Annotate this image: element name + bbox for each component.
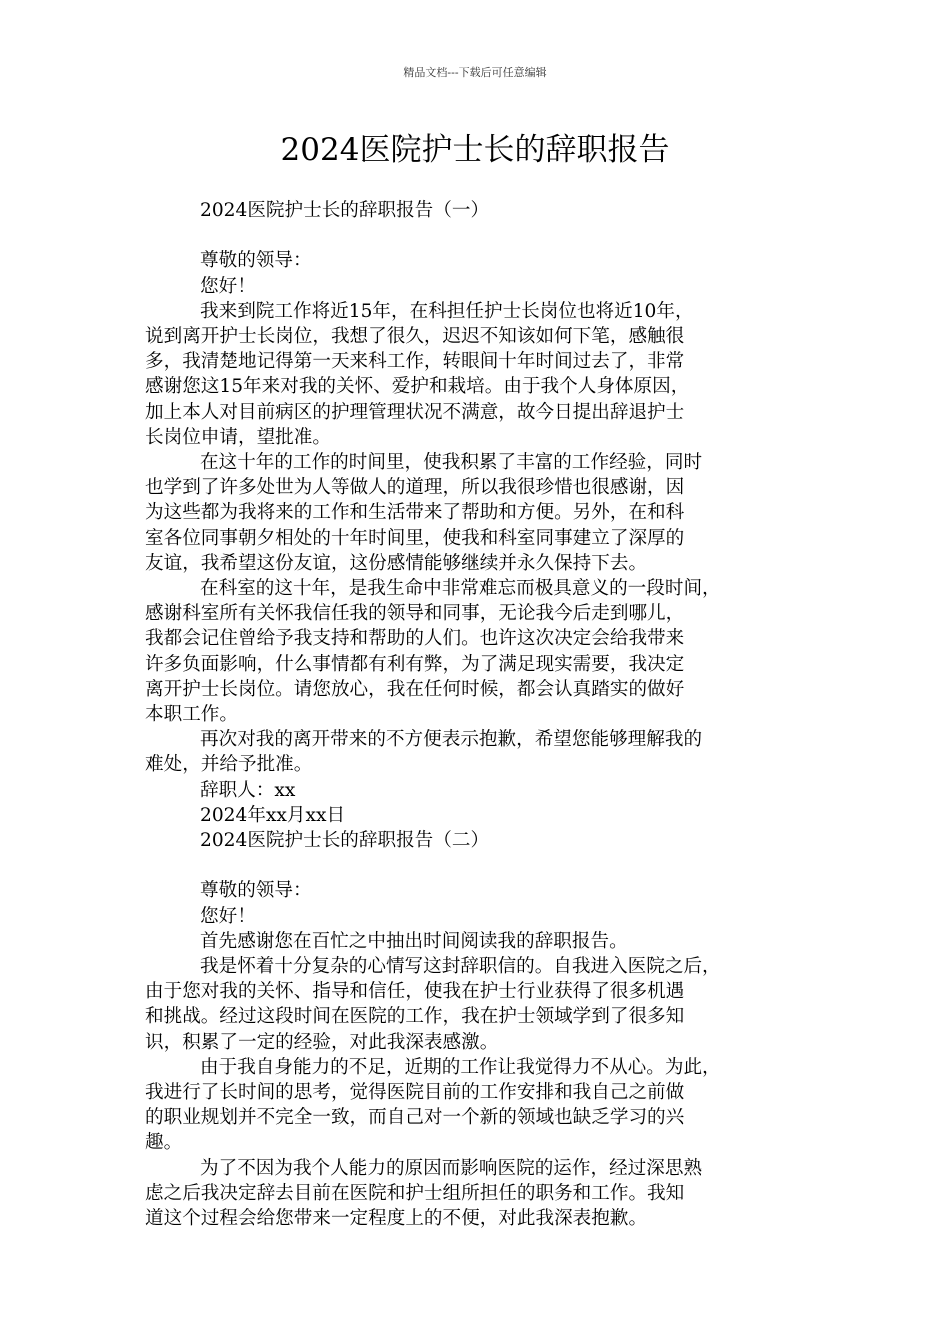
paragraph-line: 我是怀着十分复杂的心情写这封辞职信的。自我进入医院之后， xyxy=(200,956,721,978)
section1-paragraph-3 xyxy=(145,576,817,727)
paragraph-line: 感谢科室所有关怀我信任我的领导和同事，无论我今后走到哪儿， xyxy=(145,603,685,625)
paragraph-line: 为了不因为我个人能力的原因而影响医院的运作，经过深思熟 xyxy=(200,1157,703,1179)
paragraph-line: 我都会记住曾给予我支持和帮助的人们。也许这次决定会给我带来 xyxy=(145,628,685,650)
paragraph-line: 为这些都为我将来的工作和生活带来了帮助和方便。另外，在和科 xyxy=(145,502,685,524)
paragraph-line: 首先感谢您在百忙之中抽出时间阅读我的辞职报告。 xyxy=(200,930,628,952)
paragraph-line: 本职工作。 xyxy=(145,704,238,726)
paragraph-line: 长岗位申请，望批准。 xyxy=(145,426,331,448)
document-body xyxy=(145,198,817,1231)
paragraph-line: 友谊，我希望这份友谊，这份感情能够继续并永久保持下去。 xyxy=(145,552,648,574)
section1-salutation: 尊敬的领导： xyxy=(200,250,312,272)
paragraph-line: 感谢您这15年来对我的关怀、爱护和栽培。由于我个人身体原因， xyxy=(145,376,690,398)
section1-paragraph-2 xyxy=(145,450,817,576)
paragraph-line: 道这个过程会给您带来一定程度上的不便，对此我深表抱歉。 xyxy=(145,1208,648,1230)
section2-salutation: 尊敬的领导： xyxy=(200,880,312,902)
section1-date: 2024年xx月xx日 xyxy=(200,804,346,826)
document-title: 2024医院护士长的辞职报告 xyxy=(280,132,670,168)
paragraph-line: 加上本人对目前病区的护理管理状况不满意，故今日提出辞退护士 xyxy=(145,401,685,423)
paragraph-line: 多，我清楚地记得第一天来科工作，转眼间十年时间过去了，非常 xyxy=(145,351,685,373)
section2-paragraph-3 xyxy=(145,1055,817,1156)
paragraph-line: 在科室的这十年，是我生命中非常难忘而极具意义的一段时间， xyxy=(200,578,721,600)
paragraph-line: 和挑战。经过这段时间在医院的工作，我在护士领域学到了很多知 xyxy=(145,1006,685,1028)
paragraph-line: 难处，并给予批准。 xyxy=(145,754,313,776)
paragraph-line: 我来到院工作将近15年，在科担任护士长岗位也将近10年， xyxy=(200,300,694,322)
section2-greeting: 您好！ xyxy=(200,905,256,927)
section1-paragraph-4 xyxy=(145,727,817,777)
paragraph-line: 也学到了许多处世为人等做人的道理，所以我很珍惜也很感谢，因 xyxy=(145,477,685,499)
section2-paragraph-2 xyxy=(145,954,817,1055)
paragraph-line: 离开护士长岗位。请您放心，我在任何时候，都会认真踏实的做好 xyxy=(145,678,685,700)
section1-signer: 辞职人：xx xyxy=(200,779,296,801)
header-note: 精品文档---下载后可任意编辑 xyxy=(403,66,547,79)
paragraph-line: 再次对我的离开带来的不方便表示抱歉，希望您能够理解我的 xyxy=(200,729,703,751)
blank-line xyxy=(145,853,817,878)
section1-heading: 2024医院护士长的辞职报告（一） xyxy=(200,200,490,221)
paragraph-line: 由于我自身能力的不足，近期的工作让我觉得力不从心。为此， xyxy=(200,1056,721,1078)
paragraph-line: 的职业规划并不完全一致，而自己对一个新的领域也缺乏学习的兴 xyxy=(145,1107,685,1129)
paragraph-line: 在这十年的工作的时间里，使我积累了丰富的工作经验，同时 xyxy=(200,452,703,474)
section1-greeting: 您好！ xyxy=(200,275,256,297)
paragraph-line: 由于您对我的关怀、指导和信任，使我在护士行业获得了很多机遇 xyxy=(145,981,685,1003)
paragraph-line: 识，积累了一定的经验，对此我深表感激。 xyxy=(145,1031,499,1053)
section2-paragraph-1 xyxy=(145,929,817,954)
paragraph-line: 我进行了长时间的思考，觉得医院目前的工作安排和我自己之前做 xyxy=(145,1082,685,1104)
paragraph-line: 说到离开护士长岗位，我想了很久，迟迟不知该如何下笔，感触很 xyxy=(145,326,685,347)
blank-line xyxy=(145,223,817,248)
section1-paragraph-1 xyxy=(145,299,817,450)
section2-heading: 2024医院护士长的辞职报告（二） xyxy=(200,830,490,852)
paragraph-line: 许多负面影响，什么事情都有利有弊，为了满足现实需要，我决定 xyxy=(145,653,685,675)
section2-paragraph-4 xyxy=(145,1156,817,1232)
paragraph-line: 室各位同事朝夕相处的十年时间里，使我和科室同事建立了深厚的 xyxy=(145,527,685,549)
paragraph-line: 趣。 xyxy=(145,1132,183,1154)
paragraph-line: 虑之后我决定辞去目前在医院和护士组所担任的职务和工作。我知 xyxy=(145,1182,685,1204)
